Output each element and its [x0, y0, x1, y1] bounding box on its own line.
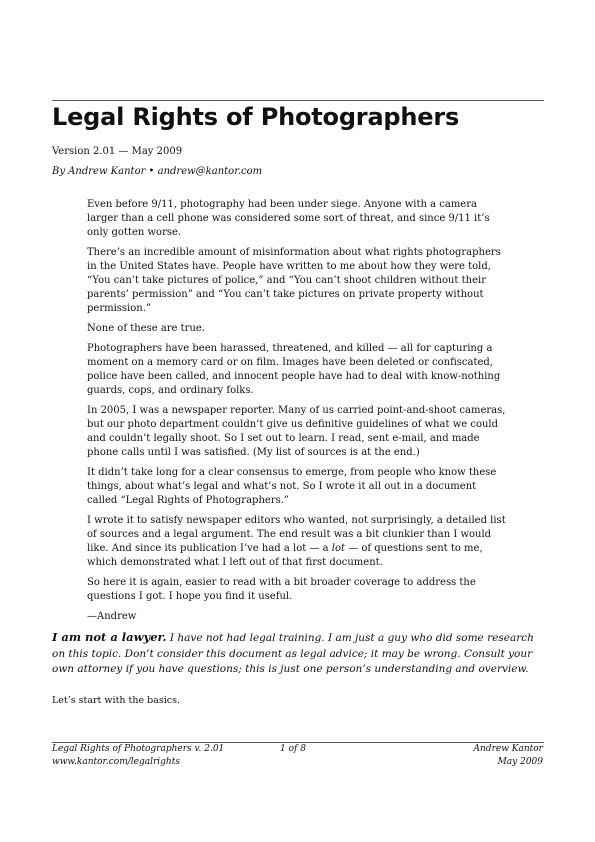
page-number: 1 of 8	[280, 744, 306, 754]
disclaimer-text: I have not had legal training. I am just a guy who did some research on this topic. Don’t consider this document as legal advice; it may be wrong. Consult your own attorney if you have questions; this is just one person’s understanding and overview.	[52, 632, 534, 675]
basics-line: Let’s start with the basics.	[52, 695, 180, 706]
intro-paragraph: None of these are true.	[87, 323, 205, 334]
intro-paragraph: In 2005, I was a newspaper reporter. Many of us carried point-and-shoot cameras, but our photo department couldn’t give us definitive guidelines of what we could and couldn’t legally shoot. So I set out to learn. I read, sent e-mail, and made phone calls until I was satisfied. (My list of sources is at the end.)	[87, 405, 506, 458]
intro-paragraph: It didn’t take long for a clear consensus to emerge, from people who know these things, about what’s legal and what’s not. So I wrote it all out in a document called “Legal Rights of Photographers.”	[87, 467, 497, 506]
intro-paragraph: So here it is again, easier to read with a bit broader coverage to address the questions I got. I hope you find it useful.	[87, 577, 476, 602]
footer-author: Andrew Kantor	[473, 744, 543, 754]
footer-doc-title: Legal Rights of Photographers v. 2.01	[52, 744, 225, 754]
intro-paragraph: Even before 9/11, photography had been under siege. Anyone with a camera larger than a cell phone was considered some sort of threat, and since 9/11 it’s only gotten worse.	[87, 199, 490, 238]
byline: By Andrew Kantor • andrew@kantor.com	[52, 166, 263, 177]
version-line: Version 2.01 — May 2009	[52, 146, 183, 157]
paragraph-text: I wrote it to satisfy newspaper editors who wanted, not surprisingly, a detailed list of sources and a legal argument. The end result was a bit clunkier than I would like. And since its publication I’ve had a lot — a	[87, 515, 506, 554]
disclaimer	[52, 630, 547, 678]
footer-right	[474, 743, 543, 769]
page-title: Legal Rights of Photographers	[52, 103, 460, 131]
paragraph-text: — of questions sent to me, which demonstrated what I left out of that first document.	[87, 543, 483, 568]
intro-paragraph: Photographers have been harassed, threatened, and killed — all for capturing a moment on a memory card or on film. Images have been deleted or confiscated, police have been called, and innocent people have had to deal with know-nothing guards, cops, and ordinary folks.	[87, 343, 501, 396]
intro-section	[87, 198, 507, 630]
footer-left	[52, 743, 224, 769]
emphasis-text: lot	[331, 543, 346, 554]
intro-paragraph	[87, 514, 507, 570]
footer-url: www.kantor.com/legalrights	[52, 757, 180, 767]
footer-date: May 2009	[497, 757, 543, 767]
signoff: —Andrew	[87, 611, 137, 622]
disclaimer-lead: I am not a lawyer.	[52, 630, 167, 644]
intro-paragraph: There’s an incredible amount of misinformation about what rights photographers in the United States have. People have written to me about how they were told, “You can’t take pictures of police,” and “You can’t shoot children without their parents’ permission” and “You can’t take pictures on private property without permission.”	[87, 247, 501, 314]
footer-page-number	[280, 743, 306, 756]
